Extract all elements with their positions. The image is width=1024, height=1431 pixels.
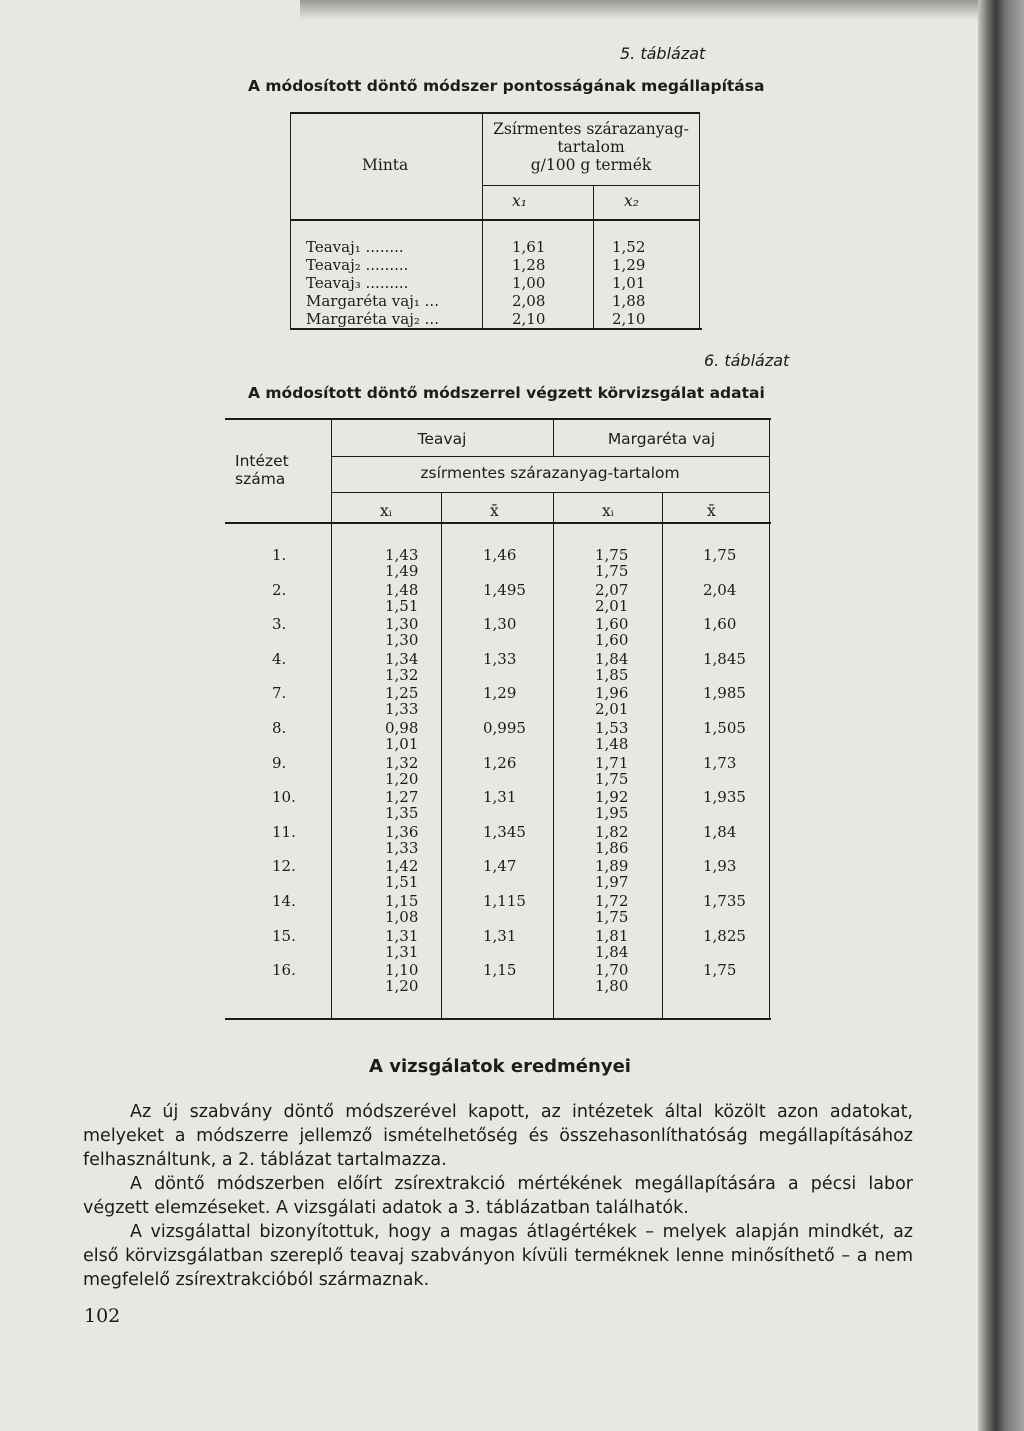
- table6-margareta-mean: 1,93: [703, 857, 737, 876]
- table6-margareta-xi: 1,82: [595, 822, 629, 841]
- table5-header-x2: x₂: [624, 192, 639, 210]
- table6-margareta-mean: 1,845: [703, 649, 746, 668]
- table6-margareta-mean: 2,04: [703, 580, 737, 599]
- table6-margareta-mean: 1,505: [703, 719, 746, 737]
- table5-header-group-line2: tartalom: [557, 138, 625, 156]
- table6-margareta-xi: 1,84: [595, 649, 629, 668]
- table6-margareta-mean: 1,60: [703, 615, 737, 634]
- table5-header-rule: [290, 219, 700, 221]
- table6: [225, 418, 771, 1020]
- table6-margareta-mean: 1,73: [703, 753, 737, 772]
- table6-teavaj-xi: 1,32: [385, 753, 419, 772]
- table6-teavaj-xi: 1,32: [385, 665, 419, 684]
- table6-header-teavaj: Teavaj: [417, 430, 467, 448]
- table6-teavaj-xi: 1,33: [385, 838, 419, 857]
- table5: [290, 112, 702, 330]
- table5-row-x2: 1,88: [612, 292, 646, 310]
- table5-row-x2: 1,01: [612, 274, 646, 292]
- table6-teavaj-mean: 0,995: [483, 719, 526, 737]
- table6-teavaj-xi: 1,43: [385, 546, 419, 564]
- table6-teavaj-mean: 1,31: [483, 926, 517, 945]
- table6-teavaj-xi: 1,31: [385, 942, 419, 961]
- paragraph: Az új szabvány döntő módszerével kapott, az intézetek által közölt azon adatokat, melyeket a módszerre jellemző ismételhetőség és összehasonlíthatóság megállapításához felhasználtunk, a 2. táblázat tartalmazza.: [83, 1102, 913, 1170]
- table6-teavaj-mean: 1,31: [483, 788, 517, 807]
- scan-binding-edge: [978, 0, 1024, 1431]
- table5-left-border: [290, 112, 291, 330]
- table6-teavaj-xi: 1,48: [385, 580, 419, 599]
- table6-margareta-xi: 1,81: [595, 926, 629, 945]
- table6-margareta-mean: 1,75: [703, 961, 737, 980]
- table6-intezet-id: 15.: [272, 926, 296, 945]
- table6-margareta-xi: 1,70: [595, 961, 629, 980]
- table6-teavaj-xi: 1,20: [385, 769, 419, 788]
- table6-margareta-xi: 1,85: [595, 665, 629, 684]
- table5-x-divider: [593, 185, 594, 330]
- table6-margareta-xi: 1,75: [595, 546, 629, 564]
- section-body: [83, 1100, 913, 1292]
- table5-header-group-line1: Zsírmentes szárazanyag-: [493, 120, 689, 138]
- table5-row-x1: 1,61: [512, 238, 546, 256]
- table6-subheader-rule: [331, 492, 769, 493]
- table6-teavaj-xi: 1,08: [385, 908, 419, 926]
- table6-header-margareta-xi: xᵢ: [602, 502, 614, 520]
- table6-intezet-id: 4.: [272, 649, 287, 668]
- paragraph: A döntő módszerben előírt zsírextrakció mértékének megállapítására a pécsi labor végzett elemzéseket. A vizsgálati adatok a 3. táblázatban találhatók.: [83, 1174, 913, 1218]
- table6-teavaj-mean: 1,115: [483, 892, 526, 910]
- table6-intezet-id: 12.: [272, 857, 296, 876]
- table6-number: 6. táblázat: [704, 351, 790, 370]
- table6-header-rule: [225, 522, 771, 524]
- table6-header-teavaj-xbar: x̄: [490, 502, 499, 520]
- table6-margareta-xi: 1,53: [595, 719, 629, 737]
- table6-teavaj-xi: 1,20: [385, 977, 419, 996]
- table6-margareta-xi: 1,80: [595, 977, 629, 996]
- table5-col-divider: [482, 112, 483, 330]
- table6-header-intezet-line1: Intézet: [235, 452, 289, 470]
- table6-teavaj-divider: [441, 492, 442, 1020]
- table6-margareta-mean: 1,935: [703, 788, 746, 807]
- table6-margareta-xi: 1,48: [595, 735, 629, 753]
- table6-teavaj-xi: 1,15: [385, 892, 419, 910]
- table6-margareta-mean: 1,735: [703, 892, 746, 910]
- table6-teavaj-mean: 1,15: [483, 961, 517, 980]
- table6-header-subheader: zsírmentes szárazanyag-tartalom: [420, 464, 680, 482]
- table6-teavaj-xi: 1,30: [385, 631, 419, 650]
- table6-margareta-xi: 1,97: [595, 873, 629, 892]
- table5-title: A módosított döntő módszer pontosságának megállapítása: [248, 77, 765, 95]
- table6-teavaj-mean: 1,29: [483, 684, 517, 703]
- table5-row-x1: 1,28: [512, 256, 546, 274]
- table6-margareta-mean: 1,84: [703, 822, 737, 841]
- table6-teavaj-xi: 1,51: [385, 596, 419, 615]
- table6-margareta-mean: 1,75: [703, 546, 737, 564]
- table6-margareta-xi: 1,84: [595, 942, 629, 961]
- table6-margareta-xi: 1,60: [595, 615, 629, 634]
- table6-margareta-xi: 1,71: [595, 753, 629, 772]
- table6-intezet-id: 2.: [272, 580, 287, 599]
- table6-teavaj-xi: 1,49: [385, 562, 419, 580]
- table6-intezet-id: 14.: [272, 892, 296, 910]
- table6-margareta-xi: 1,89: [595, 857, 629, 876]
- table6-teavaj-xi: 1,33: [385, 700, 419, 719]
- table6-intezet-id: 7.: [272, 684, 287, 703]
- table6-group-rule: [331, 456, 769, 457]
- table6-margareta-xi: 1,95: [595, 804, 629, 823]
- table6-margareta-xi: 1,72: [595, 892, 629, 910]
- table5-bottom-rule: [290, 328, 702, 330]
- table6-teavaj-xi: 1,27: [385, 788, 419, 807]
- paragraph: A vizsgálattal bizonyítottuk, hogy a magas átlagértékek – melyek alapján mindkét, az első körvizsgálatban szereplő teavaj szabványon kívüli terméknek lenne minősíthető – a nem megfelelő zsírextrakcióból származnak.: [83, 1222, 913, 1290]
- table6-col-divider: [331, 418, 332, 1020]
- table6-group-divider-lower: [553, 492, 554, 1020]
- table6-margareta-xi: 1,75: [595, 562, 629, 580]
- table6-teavaj-xi: 1,35: [385, 804, 419, 823]
- table6-header-teavaj-xi: xᵢ: [380, 502, 392, 520]
- table5-row-name: Margaréta vaj₂ ...: [306, 310, 439, 328]
- page-number: 102: [84, 1305, 121, 1327]
- table5-row-x1: 2,08: [512, 292, 546, 310]
- table6-header-margareta: Margaréta vaj: [607, 430, 716, 448]
- table6-teavaj-xi: 1,01: [385, 735, 419, 753]
- table5-row-x1: 2,10: [512, 310, 546, 328]
- table5-row-name: Teavaj₂ .........: [306, 256, 409, 274]
- table6-margareta-xi: 2,07: [595, 580, 629, 599]
- table6-margareta-xi: 1,75: [595, 769, 629, 788]
- table6-teavaj-xi: 1,30: [385, 615, 419, 634]
- table5-number: 5. táblázat: [620, 44, 706, 63]
- table6-teavaj-xi: 1,10: [385, 961, 419, 980]
- table6-intezet-id: 11.: [272, 822, 296, 841]
- table6-margareta-xi: 2,01: [595, 596, 629, 615]
- table6-margareta-divider: [662, 492, 663, 1020]
- table6-margareta-xi: 2,01: [595, 700, 629, 719]
- table5-row-name: Teavaj₃ .........: [306, 274, 409, 292]
- table6-teavaj-mean: 1,33: [483, 649, 517, 668]
- table6-intezet-id: 1.: [272, 546, 287, 564]
- table5-row-x2: 1,52: [612, 238, 646, 256]
- table6-margareta-xi: 1,92: [595, 788, 629, 807]
- table6-teavaj-mean: 1,26: [483, 753, 517, 772]
- table6-header-intezet-line2: száma: [235, 470, 286, 488]
- table6-intezet-id: 9.: [272, 753, 287, 772]
- table6-right-border: [769, 418, 770, 1020]
- table6-margareta-xi: 1,60: [595, 631, 629, 650]
- table5-row-name: Margaréta vaj₁ ...: [306, 292, 439, 310]
- table6-teavaj-xi: 1,51: [385, 873, 419, 892]
- table6-teavaj-mean: 1,495: [483, 580, 526, 599]
- table6-teavaj-xi: 1,34: [385, 649, 419, 668]
- table6-intezet-id: 10.: [272, 788, 296, 807]
- table6-margareta-xi: 1,96: [595, 684, 629, 703]
- table5-top-rule: [290, 112, 700, 114]
- table6-margareta-xi: 1,86: [595, 838, 629, 857]
- table6-teavaj-mean: 1,345: [483, 822, 526, 841]
- table6-teavaj-xi: 1,31: [385, 926, 419, 945]
- table6-teavaj-xi: 0,98: [385, 719, 419, 737]
- table6-margareta-mean: 1,985: [703, 684, 746, 703]
- table6-intezet-id: 3.: [272, 615, 287, 634]
- table5-right-border: [699, 112, 700, 330]
- table6-teavaj-mean: 1,47: [483, 857, 517, 876]
- table5-subheader-rule: [482, 185, 699, 186]
- table5-header-minta: Minta: [362, 156, 409, 174]
- table6-teavaj-mean: 1,30: [483, 615, 517, 634]
- table5-header-group-line3: g/100 g termék: [530, 156, 652, 174]
- table5-row-x1: 1,00: [512, 274, 546, 292]
- table6-header-margareta-xbar: x̄: [707, 502, 716, 520]
- table6-bottom-rule: [225, 1018, 771, 1020]
- table5-header-x1: x₁: [512, 192, 527, 210]
- table6-margareta-mean: 1,825: [703, 926, 746, 945]
- section-heading: A vizsgálatok eredményei: [369, 1056, 631, 1077]
- table5-row-x2: 1,29: [612, 256, 646, 274]
- table6-intezet-id: 8.: [272, 719, 287, 737]
- scan-top-shadow: [300, 0, 1000, 20]
- table5-row-name: Teavaj₁ ........: [306, 238, 404, 256]
- table6-teavaj-xi: 1,36: [385, 822, 419, 841]
- table6-intezet-id: 16.: [272, 961, 296, 980]
- table6-teavaj-mean: 1,46: [483, 546, 517, 564]
- table6-margareta-xi: 1,75: [595, 908, 629, 926]
- table5-row-x2: 2,10: [612, 310, 646, 328]
- table6-teavaj-xi: 1,42: [385, 857, 419, 876]
- table6-title: A módosított döntő módszerrel végzett körvizsgálat adatai: [248, 384, 765, 402]
- table6-teavaj-xi: 1,25: [385, 684, 419, 703]
- table6-top-rule: [225, 418, 771, 420]
